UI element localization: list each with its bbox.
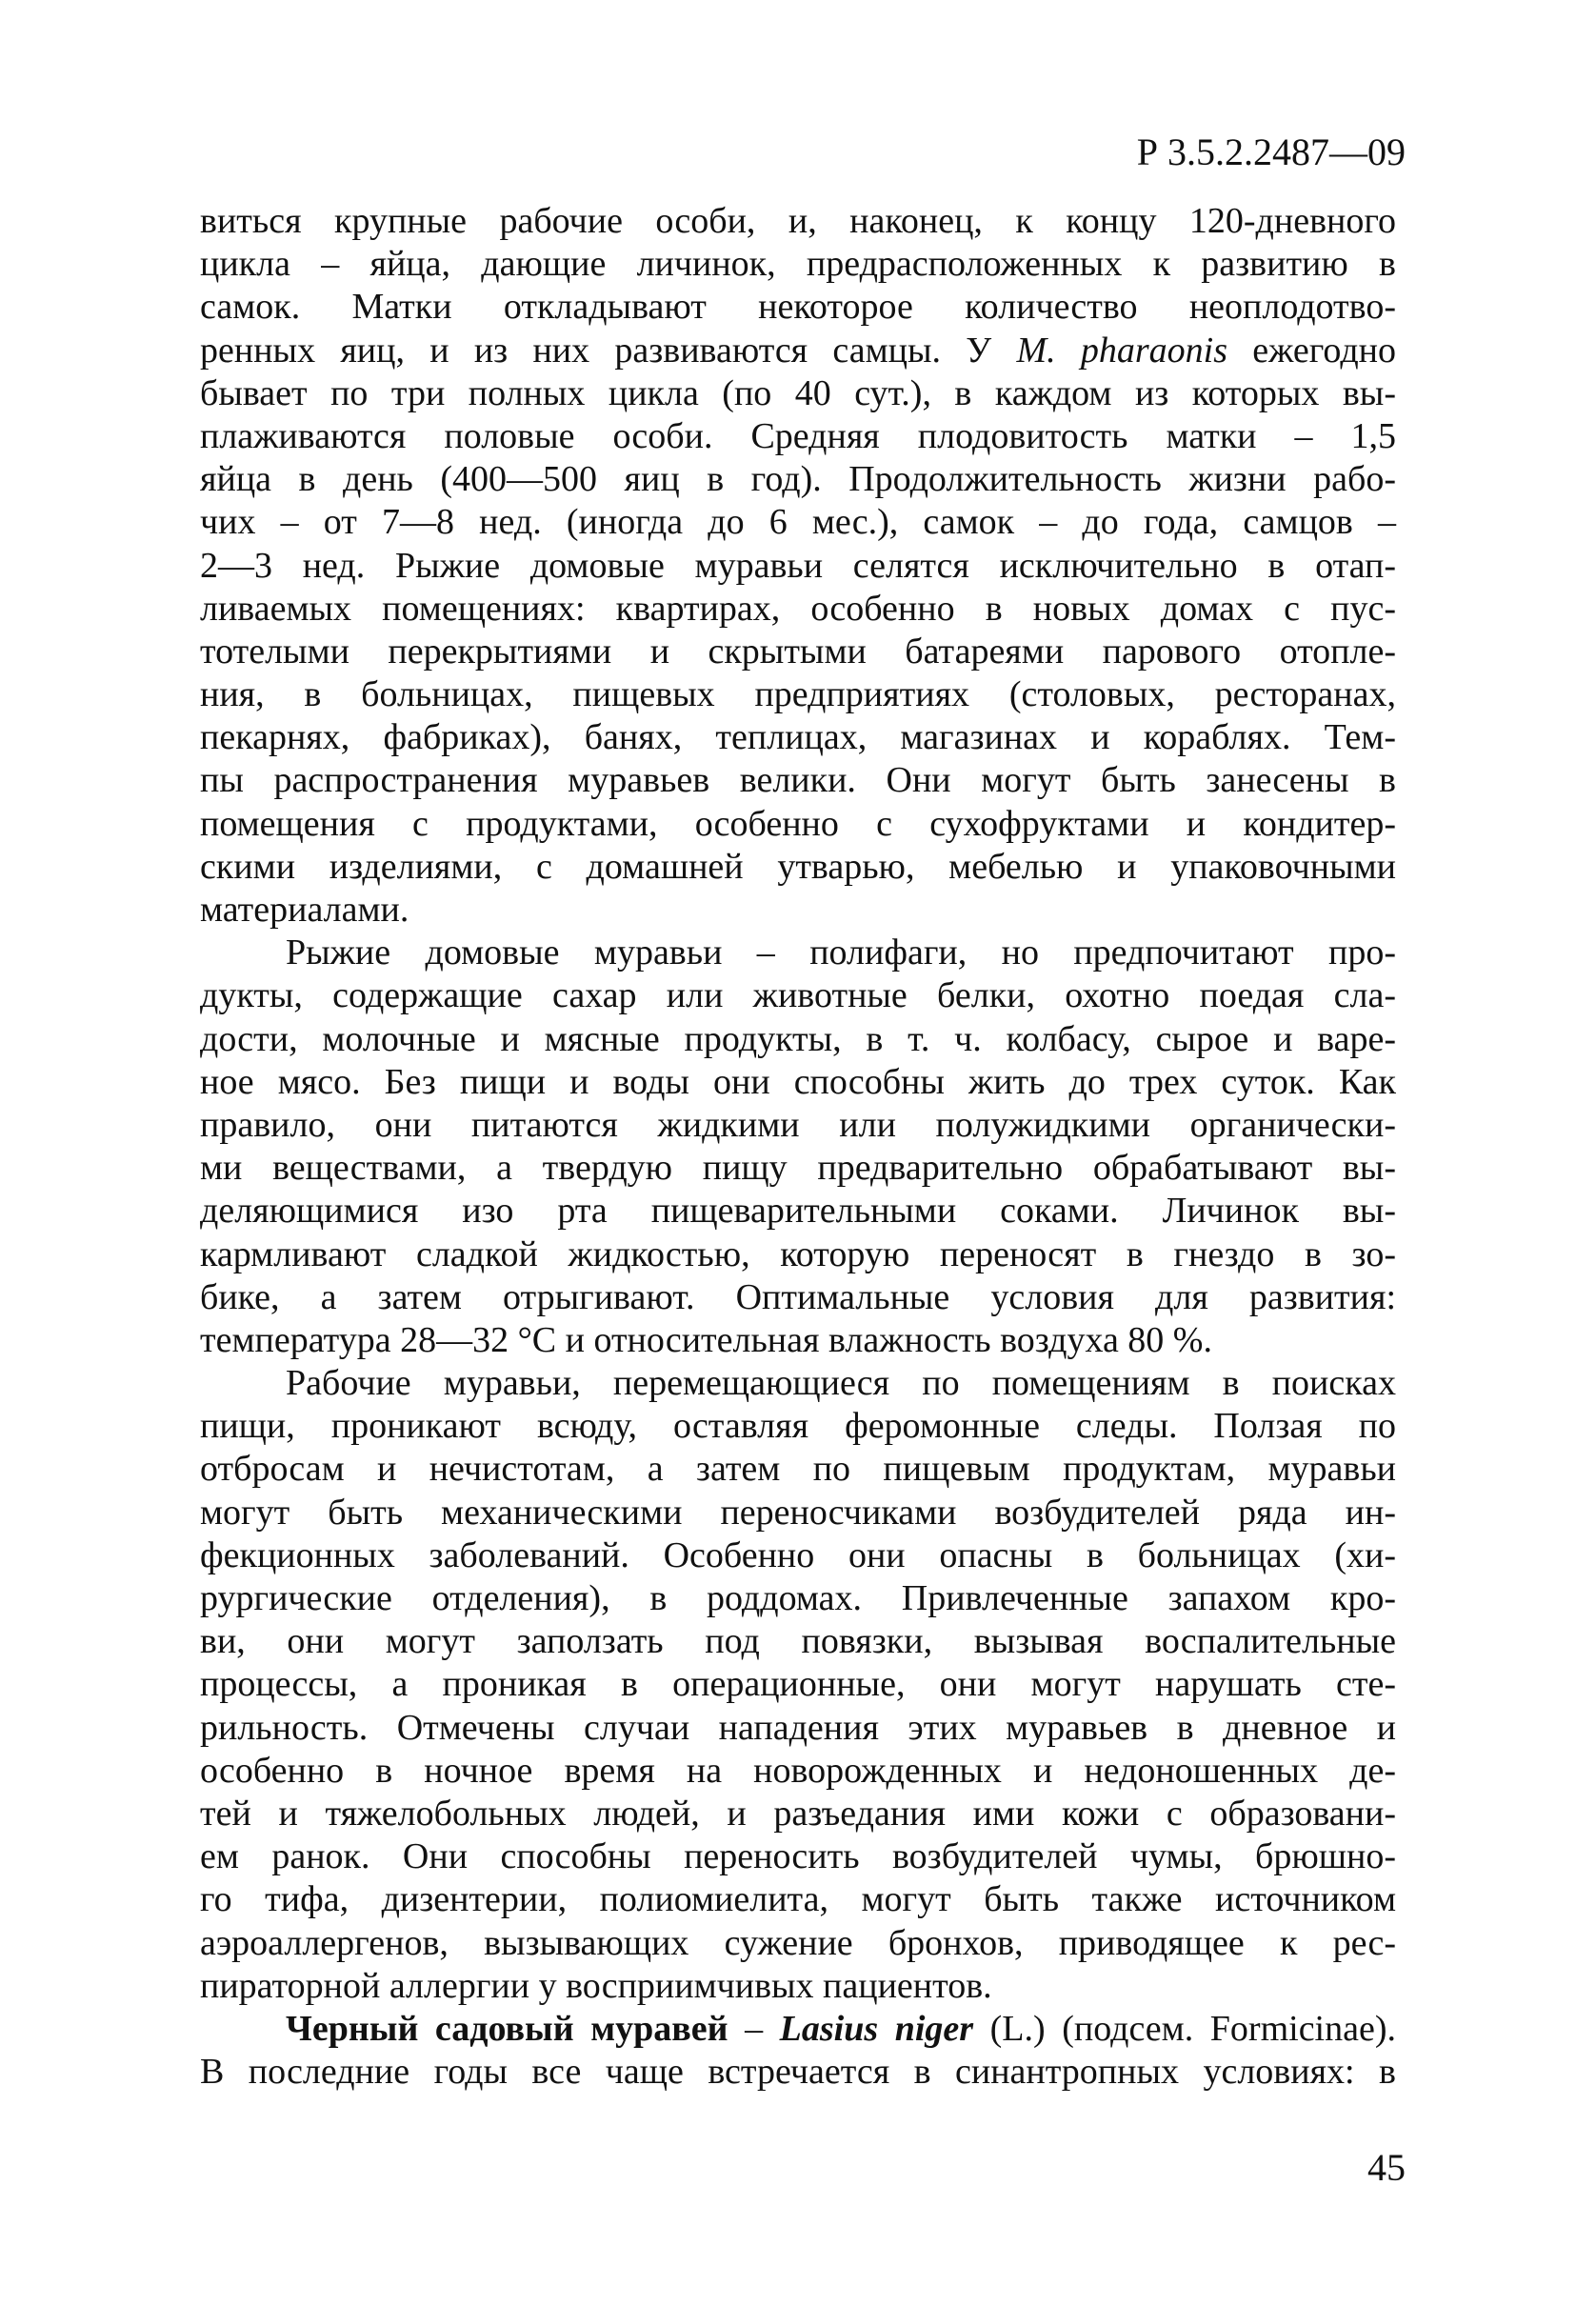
- text-segment: бике, а затем отрыгивают. Оптимальные условия для развития:: [200, 1276, 1396, 1317]
- text-segment-italic: M. pharaonis: [1016, 330, 1228, 371]
- text-line: [200, 631, 1396, 673]
- text-line: [200, 1663, 1396, 1706]
- text-segment: ем ранок. Они способны переносить возбудителей чумы, брюшно-: [200, 1836, 1396, 1877]
- text-segment: ливаемых помещениях: квартирах, особенно в новых домах с пус-: [200, 588, 1396, 629]
- text-line: [200, 2051, 1396, 2094]
- text-segment: правило, они питаются жидкими или полужидкими органически-: [200, 1104, 1396, 1145]
- paragraph: [200, 200, 1396, 932]
- text-segment: Рыжие домовые муравьи – полифаги, но предпочитают про-: [286, 932, 1396, 973]
- text-line: [200, 1276, 1396, 1319]
- text-line: [200, 1878, 1396, 1921]
- page-number: 45: [1367, 2146, 1406, 2189]
- text-line: [200, 1104, 1396, 1147]
- text-line: [200, 932, 1396, 974]
- text-line: [200, 286, 1396, 329]
- text-segment: ежегодно: [1227, 330, 1396, 371]
- text-line: [200, 1147, 1396, 1190]
- text-segment: деляющимися изо рта пищеварительными соками. Личинок вы-: [200, 1191, 1396, 1232]
- text-segment: пекарнях, фабриках), банях, теплицах, магазинах и кораблях. Тем-: [200, 717, 1396, 758]
- paragraph: [200, 932, 1396, 1362]
- text-line: [200, 545, 1396, 588]
- text-segment: чих – от 7—8 нед. (иногда до 6 мес.), самок – до года, самцов –: [200, 502, 1396, 543]
- text-segment: могут быть механическими переносчиками возбудителей ряда ин-: [200, 1492, 1396, 1533]
- text-segment: аэроаллергенов, вызывающих сужение бронхов, приводящее к рес-: [200, 1922, 1396, 1963]
- text-segment: кармливают сладкой жидкостью, которую переносят в гнездо в зо-: [200, 1233, 1396, 1274]
- text-segment: виться крупные рабочие особи, и, наконец, к концу 120-дневного: [200, 201, 1396, 241]
- text-line: [200, 1793, 1396, 1835]
- text-line: [200, 1190, 1396, 1233]
- text-segment: В последние годы все чаще встречается в синантропных условиях: в: [200, 2052, 1396, 2093]
- text-segment: ми веществами, а твердую пищу предварительно обрабатывают вы-: [200, 1148, 1396, 1189]
- text-line: [200, 588, 1396, 631]
- text-segment: цикла – яйца, дающие личинок, предрасположенных к развитию в: [200, 244, 1396, 285]
- text-line: [200, 1707, 1396, 1750]
- text-line: [200, 200, 1396, 243]
- text-line: [200, 1492, 1396, 1534]
- text-segment-bolditalic: Lasius niger: [779, 2008, 974, 2049]
- text-line: [200, 759, 1396, 802]
- text-segment: пищи, проникают всюду, оставляя феромонные следы. Ползая по: [200, 1406, 1396, 1447]
- text-segment: особенно в ночное время на новорожденных и недоношенных де-: [200, 1750, 1396, 1791]
- text-line: [200, 1362, 1396, 1405]
- text-line: [200, 1620, 1396, 1663]
- text-segment-bold: Черный садовый муравей: [286, 2008, 728, 2049]
- text-segment: отбросам и нечистотам, а затем по пищевым продуктам, муравьи: [200, 1449, 1396, 1490]
- text-line: [200, 1405, 1396, 1448]
- paragraph: [200, 1362, 1396, 2008]
- text-line: [200, 243, 1396, 286]
- text-line: [200, 716, 1396, 759]
- text-line: [200, 1922, 1396, 1965]
- text-segment: помещения с продуктами, особенно с сухофруктами и кондитер-: [200, 803, 1396, 844]
- text-segment: дости, молочные и мясные продукты, в т. ч. колбасу, сырое и варе-: [200, 1018, 1396, 1059]
- text-line: [200, 501, 1396, 544]
- text-line: [200, 1233, 1396, 1276]
- text-line: [200, 1835, 1396, 1878]
- text-line: [200, 1448, 1396, 1491]
- text-segment: ви, они могут заползать под повязки, вызывая воспалительные: [200, 1621, 1396, 1662]
- text-line: [200, 673, 1396, 716]
- text-segment: самок. Матки откладывают некоторое количество неоплодотво-: [200, 287, 1396, 328]
- text-line: [200, 415, 1396, 458]
- text-line: [200, 2008, 1396, 2051]
- text-segment: скими изделиями, с домашней утварью, мебелью и упаковочными: [200, 846, 1396, 887]
- text-line: [200, 1061, 1396, 1104]
- text-segment: материалами.: [200, 890, 409, 930]
- text-line: [200, 1018, 1396, 1061]
- text-segment: дукты, содержащие сахар или животные белки, охотно поедая сла-: [200, 975, 1396, 1016]
- text-segment: (L.) (подсем. Formicinae).: [973, 2008, 1396, 2049]
- text-segment: процессы, а проникая в операционные, они могут нарушать сте-: [200, 1664, 1396, 1705]
- text-segment: температура 28—32 °С и относительная влажность воздуха 80 %.: [200, 1319, 1212, 1360]
- text-line: [200, 1319, 1396, 1362]
- text-segment: ренных яиц, и из них развиваются самцы. У: [200, 330, 1017, 371]
- text-line: [200, 1750, 1396, 1793]
- text-line: [200, 1577, 1396, 1620]
- text-segment: го тифа, дизентерии, полиомиелита, могут быть также источником: [200, 1879, 1396, 1920]
- text-segment: ное мясо. Без пищи и воды они способны жить до трех суток. Как: [200, 1061, 1396, 1102]
- document-code-header: Р 3.5.2.2487—09: [1136, 130, 1406, 173]
- text-segment: Рабочие муравьи, перемещающиеся по помещениям в поисках: [286, 1363, 1396, 1404]
- text-line: [200, 372, 1396, 415]
- text-line: [200, 974, 1396, 1017]
- text-line: [200, 1534, 1396, 1577]
- paragraph: [200, 2008, 1396, 2094]
- text-segment: фекционных заболеваний. Особенно они опасны в больницах (хи-: [200, 1534, 1396, 1575]
- text-segment: пираторной аллергии у восприимчивых пациентов.: [200, 1965, 992, 2006]
- body-text: [200, 200, 1396, 2094]
- text-line: [200, 458, 1396, 501]
- text-line: [200, 846, 1396, 889]
- text-segment: плаживаются половые особи. Средняя плодовитость матки – 1,5: [200, 415, 1396, 456]
- text-segment: тей и тяжелобольных людей, и разъедания ими кожи с образовани-: [200, 1793, 1396, 1834]
- text-line: [200, 803, 1396, 846]
- text-segment: рильность. Отмечены случаи нападения этих муравьев в дневное и: [200, 1707, 1396, 1748]
- text-segment: бывает по три полных цикла (по 40 сут.), в каждом из которых вы-: [200, 372, 1396, 413]
- text-segment: рургические отделения), в роддомах. Привлеченные запахом кро-: [200, 1578, 1396, 1618]
- text-segment: ния, в больницах, пищевых предприятиях (столовых, ресторанах,: [200, 674, 1396, 715]
- text-segment: 2—3 нед. Рыжие домовые муравьи селятся исключительно в отап-: [200, 545, 1396, 586]
- text-line: [200, 330, 1396, 372]
- text-segment: –: [728, 2008, 780, 2049]
- text-segment: яйца в день (400—500 яиц в год). Продолжительность жизни рабо-: [200, 459, 1396, 500]
- text-segment: пы распространения муравьев велики. Они могут быть занесены в: [200, 760, 1396, 801]
- text-line: [200, 889, 1396, 932]
- text-segment: тотелыми перекрытиями и скрытыми батареями парового отопле-: [200, 631, 1396, 672]
- text-line: [200, 1965, 1396, 2008]
